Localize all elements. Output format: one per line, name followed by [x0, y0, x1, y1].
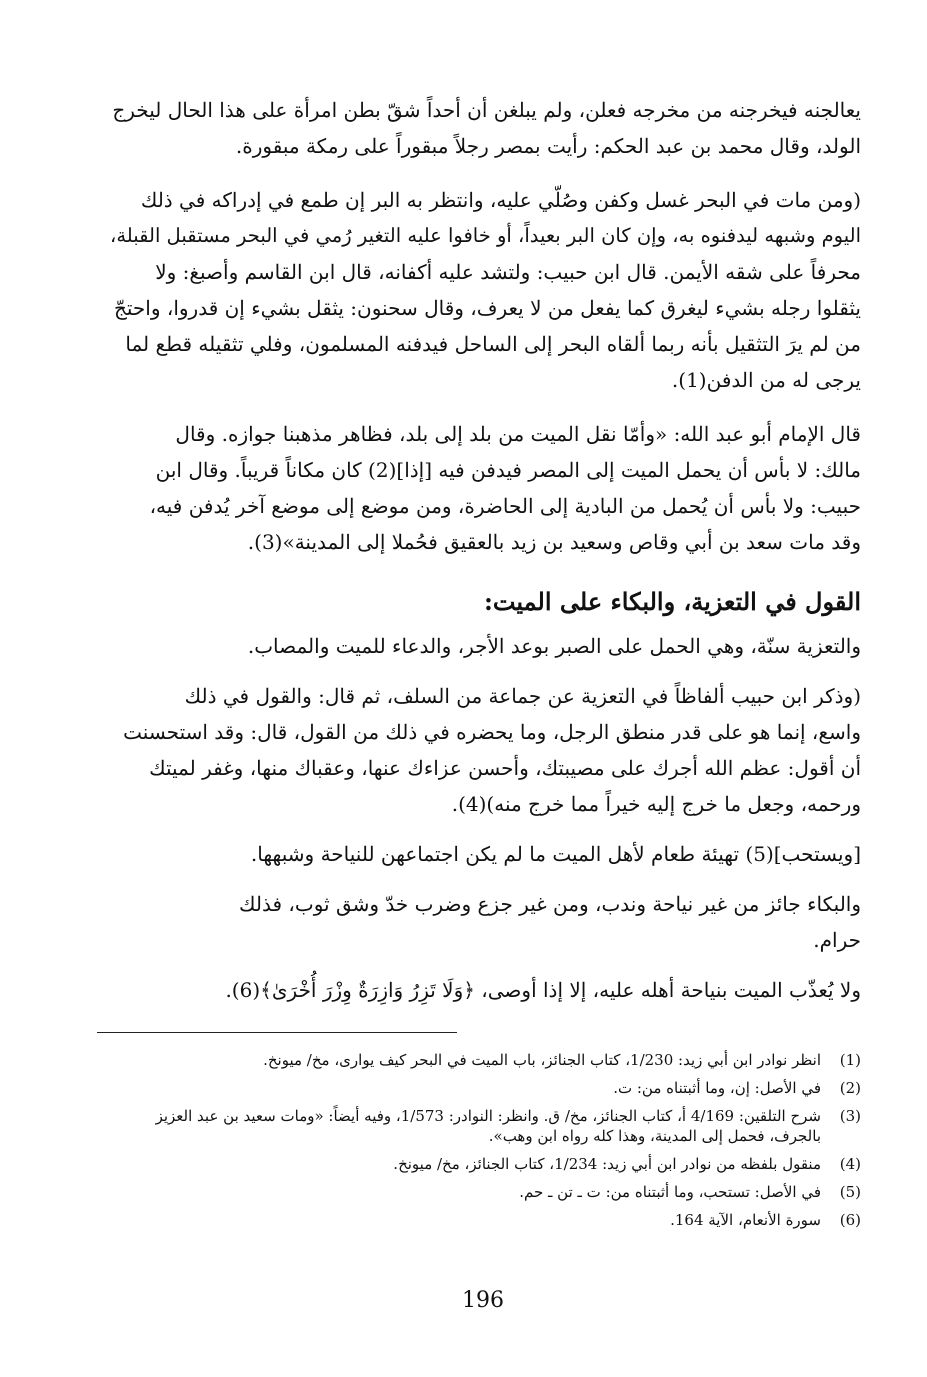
page-number: 196	[462, 1288, 504, 1313]
text-line: ولا يُعذّب الميت بنياحة أهله عليه، إلا إذا أوصى، ﴿وَلَا تَزِرُ وَازِرَةٌ وِزْرَ أُخْرَىٰ﴾(6).	[225, 978, 861, 1002]
paragraph	[105, 678, 861, 822]
text-line: يثقلوا رجله بشيء ليغرق كما يفعل من لا يعرف، وقال سحنون: يثقل بشيء إن قدروا، واحتجّ	[113, 296, 861, 320]
footnote-number: (1)	[839, 1051, 861, 1069]
footnote-text	[105, 1106, 821, 1146]
text-line: الولد، وقال محمد بن عبد الحكم: رأيت بمصر رجلاً مبقوراً على رمكة مبقورة.	[235, 134, 861, 158]
text-line: واسع، إنما هو على قدر منطق الرجل، وما يحضره في ذلك من القول، قال: وقد استحسنت	[123, 720, 861, 744]
text-line: [ويستحب](5) تهيئة طعام لأهل الميت ما لم يكن اجتماعهن للنياحة وشبهها.	[250, 842, 861, 866]
footnote-number: (4)	[839, 1155, 861, 1173]
text-line: من لم يرَ التثقيل بأنه ربما ألقاه البحر إلى الساحل فيدفنه المسلمون، وفلي تثقيله قطع لما	[125, 332, 861, 356]
text-line: حرام.	[813, 928, 861, 952]
footnote-text: في الأصل: إن، وما أثبتناه من: ت.	[613, 1079, 821, 1097]
text-line: وقد مات سعد بن أبي وقاص وسعيد بن زيد بالعقيق فحُملا إلى المدينة»(3).	[247, 530, 861, 554]
footnote-divider	[97, 1032, 457, 1033]
text-line: والبكاء جائز من غير نياحة وندب، ومن غير جزع وضرب خدّ وشق ثوب، فذلك	[239, 892, 861, 916]
footnote	[105, 1078, 861, 1098]
paragraph	[105, 92, 861, 164]
text-line: (وذكر ابن حبيب ألفاظاً في التعزية عن جماعة من السلف، ثم قال: والقول في ذلك	[184, 684, 861, 708]
footnote-line: شرح التلقين: 4/169 أ، كتاب الجنائز، مخ/ ق. وانظر: النوادر: 1/573، وفيه أيضاً: «ومات سعيد بن عبد العزيز	[155, 1107, 821, 1125]
footnote-number: (3)	[839, 1107, 861, 1125]
text-line: حبيب: ولا بأس أن يُحمل من البادية إلى الحاضرة، ومن موضع إلى موضع آخر يُدفن فيه،	[149, 494, 861, 518]
book-page	[105, 92, 861, 1352]
text-line: يعالجنه فيخرجنه من مخرجه فعلن، ولم يبلغن أن أحداً شقّ بطن امرأة على هذا الحال ليخرج	[112, 98, 861, 122]
footnote-text: سورة الأنعام، الآية 164.	[670, 1211, 821, 1229]
footnote-text: في الأصل: تستحب، وما أثبتناه من: ت ـ تن ـ حم.	[519, 1183, 821, 1201]
footnote-number: (2)	[839, 1079, 861, 1097]
footnote-line: بالجرف، فحمل إلى المدينة، وهذا كله رواه ابن وهب».	[488, 1127, 821, 1145]
section-heading: القول في التعزية، والبكاء على الميت:	[483, 587, 861, 616]
footnote	[105, 1050, 861, 1070]
paragraph	[105, 628, 861, 664]
paragraph	[105, 416, 861, 560]
paragraph	[105, 182, 861, 398]
paragraph	[105, 886, 861, 958]
footnote	[105, 1210, 861, 1230]
text-line: يرجى له من الدفن(1).	[671, 368, 861, 392]
footnote-number: (6)	[839, 1211, 861, 1229]
text-line: أن أقول: عظم الله أجرك على مصيبتك، وأحسن عزاءك عنها، وعقباك منها، وغفر لميتك	[149, 756, 861, 780]
footnote	[105, 1182, 861, 1202]
text-line: ورحمه، وجعل ما خرج إليه خيراً مما خرج منه)(4).	[451, 792, 861, 816]
footnote-text: منقول بلفظه من نوادر ابن أبي زيد: 1/234، كتاب الجنائز، مخ/ ميونخ.	[393, 1155, 821, 1173]
footnote-text: انظر نوادر ابن أبي زيد: 1/230، كتاب الجنائز، باب الميت في البحر كيف يوارى، مخ/ ميونخ.	[263, 1051, 821, 1069]
text-line: قال الإمام أبو عبد الله: «وأمّا نقل الميت من بلد إلى بلد، فظاهر مذهبنا جوازه. وقال	[175, 422, 861, 446]
footnote	[105, 1154, 861, 1174]
text-line: (ومن مات في البحر غسل وكفن وصُلّي عليه، وانتظر به البر إن طمع في إدراكه في ذلك	[140, 188, 861, 212]
text-line: محرفاً على شقه الأيمن. قال ابن حبيب: ولتشد عليه أكفانه، قال ابن القاسم وأصبغ: ولا	[155, 260, 861, 284]
paragraph	[105, 972, 861, 1008]
footnote-number: (5)	[839, 1183, 861, 1201]
text-line: والتعزية سنّة، وهي الحمل على الصبر بوعد الأجر، والدعاء للميت والمصاب.	[247, 634, 861, 658]
text-line: مالك: لا بأس أن يحمل الميت إلى المصر فيدفن فيه [إذا](2) كان مكاناً قريباً. وقال ابن	[155, 458, 861, 482]
footnotes	[105, 1050, 861, 1238]
footnote	[105, 1106, 861, 1146]
paragraph	[105, 836, 861, 872]
text-line: اليوم وشبهه ليدفنوه به، وإن كان البر بعيداً، أو خافوا عليه التغير رُمي في البحر مستقبل القبلة،	[110, 224, 861, 247]
